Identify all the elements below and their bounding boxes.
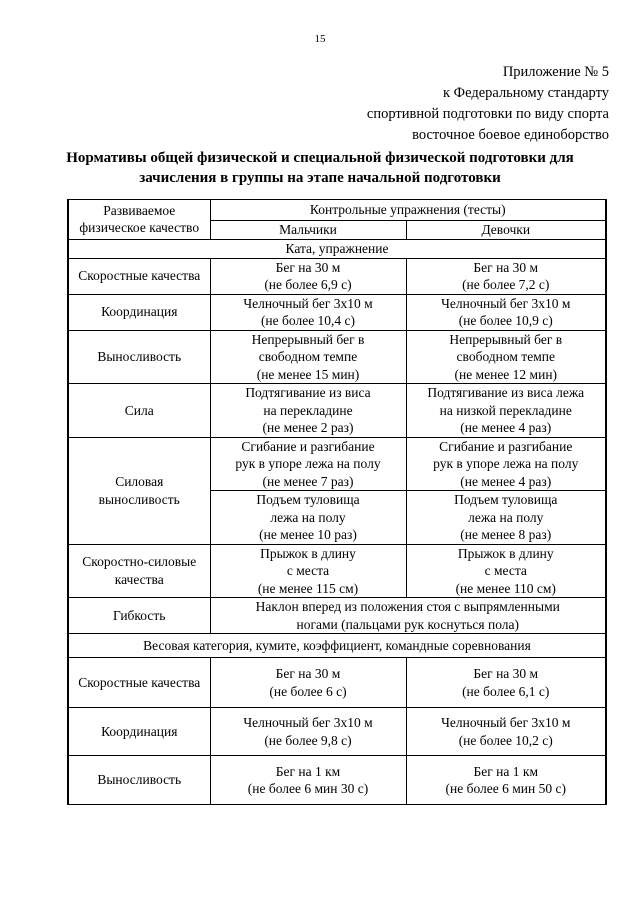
boys-text: (не менее 10 раз) bbox=[259, 527, 357, 542]
girls-text: на низкой перекладине bbox=[439, 402, 572, 418]
table-row bbox=[68, 658, 606, 708]
both-text: ногами (пальцами рук коснуться пола) bbox=[296, 616, 520, 632]
girls-cell bbox=[406, 258, 606, 294]
table-row bbox=[68, 598, 606, 634]
boys-cell bbox=[210, 544, 406, 598]
boys-text: (не более 10,4 с) bbox=[260, 313, 356, 328]
header-quality-line: Развиваемое bbox=[103, 202, 176, 218]
quality-text: Координация bbox=[101, 304, 178, 320]
boys-cell bbox=[210, 708, 406, 756]
boys-text: (не более 9,8 с) bbox=[264, 732, 352, 748]
table-row bbox=[68, 294, 606, 330]
boys-text: Сгибание и разгибание bbox=[241, 438, 375, 454]
girls-text: Подтягивание из виса лежа bbox=[427, 385, 585, 400]
quality-text: Выносливость bbox=[97, 772, 182, 788]
boys-text: Подтягивание из виса bbox=[245, 385, 371, 400]
title-line: Нормативы общей физической и специальной физической подготовки для bbox=[66, 150, 574, 166]
boys-text: (не менее 115 см) bbox=[257, 580, 359, 596]
boys-text: Бег на 1 км bbox=[275, 763, 341, 779]
appendix-line: к Федеральному стандарту bbox=[442, 85, 609, 101]
boys-text: лежа на полу bbox=[270, 509, 346, 525]
boys-text: (не менее 2 раз) bbox=[262, 420, 354, 435]
girls-cell bbox=[406, 491, 606, 545]
girls-cell bbox=[406, 294, 606, 330]
girls-text: (не более 10,9 с) bbox=[458, 313, 553, 328]
boys-text: (не менее 15 мин) bbox=[256, 366, 360, 382]
quality-cell bbox=[68, 658, 210, 708]
girls-cell bbox=[406, 708, 606, 756]
quality-text: качества bbox=[114, 571, 164, 587]
girls-text: свободном темпе bbox=[456, 349, 555, 364]
table-row bbox=[68, 756, 606, 805]
header-quality-cell bbox=[68, 200, 210, 240]
girls-text: (не менее 4 раз) bbox=[460, 420, 552, 435]
girls-text: Непрерывный бег в bbox=[449, 331, 563, 347]
quality-cell bbox=[68, 258, 210, 294]
header-girls-cell: Девочки bbox=[406, 221, 606, 240]
girls-cell bbox=[406, 544, 606, 598]
boys-text: (не менее 7 раз) bbox=[262, 473, 354, 489]
quality-cell bbox=[68, 330, 210, 384]
boys-text: (не более 6 с) bbox=[269, 683, 347, 699]
quality-cell bbox=[68, 384, 210, 438]
girls-text: Сгибание и разгибание bbox=[439, 438, 573, 454]
quality-cell bbox=[68, 294, 210, 330]
page-number: 15 bbox=[314, 33, 326, 45]
girls-text: (не менее 12 мин) bbox=[454, 366, 558, 382]
boys-cell bbox=[210, 258, 406, 294]
section-kata-cell: Ката, упражнение bbox=[68, 239, 606, 258]
boys-text: Челночный бег 3x10 м bbox=[243, 295, 373, 311]
quality-text: Сила bbox=[124, 402, 154, 418]
boys-cell bbox=[210, 756, 406, 805]
girls-text: с места bbox=[484, 563, 527, 578]
girls-cell bbox=[406, 658, 606, 708]
header-quality-line: физическое качество bbox=[79, 220, 200, 236]
girls-cell bbox=[406, 756, 606, 805]
girls-text: Челночный бег 3x10 м bbox=[441, 715, 571, 730]
boys-text: Бег на 30 м bbox=[275, 259, 341, 275]
quality-text: выносливость bbox=[98, 491, 180, 507]
boys-cell bbox=[210, 658, 406, 708]
girls-text: Бег на 1 км bbox=[473, 763, 538, 779]
girls-text: (не более 6 мин 50 с) bbox=[445, 781, 566, 796]
quality-text: Координация bbox=[101, 723, 178, 739]
girls-text: Бег на 30 м bbox=[473, 259, 539, 275]
section-row bbox=[68, 239, 606, 258]
quality-cell bbox=[68, 544, 210, 598]
boys-text: (не более 6,9 с) bbox=[264, 277, 352, 292]
header-boys-cell: Мальчики bbox=[210, 221, 406, 240]
boys-text: (не более 6 мин 30 с) bbox=[247, 781, 369, 796]
girls-text: (не более 6,1 с) bbox=[462, 683, 550, 699]
table-row bbox=[68, 437, 606, 491]
quality-cell bbox=[68, 437, 210, 544]
boys-text: Челночный бег 3x10 м bbox=[243, 715, 373, 730]
boys-cell bbox=[210, 437, 406, 491]
quality-text: Скоростные качества bbox=[78, 674, 201, 690]
boys-text: рук в упоре лежа на полу bbox=[235, 456, 381, 471]
document-title bbox=[40, 148, 600, 188]
standards-table bbox=[67, 199, 607, 805]
boys-cell bbox=[210, 384, 406, 438]
appendix-line: восточное боевое единоборство bbox=[412, 127, 609, 143]
girls-text: лежа на полу bbox=[468, 509, 544, 525]
boys-text: свободном темпе bbox=[258, 349, 358, 364]
girls-text: (не менее 8 раз) bbox=[460, 527, 552, 542]
both-cell bbox=[210, 598, 606, 634]
quality-cell bbox=[68, 708, 210, 756]
quality-cell bbox=[68, 598, 210, 634]
table-row bbox=[68, 708, 606, 756]
boys-text: Прыжок в длину bbox=[260, 545, 356, 561]
table-row bbox=[68, 258, 606, 294]
appendix-line: спортивной подготовки по виду спорта bbox=[366, 106, 609, 122]
appendix-header bbox=[367, 62, 609, 146]
girls-text: (не менее 110 см) bbox=[455, 580, 556, 596]
quality-text: Гибкость bbox=[113, 607, 166, 623]
boys-text: на перекладине bbox=[263, 402, 353, 418]
girls-text: (не более 10,2 с) bbox=[458, 732, 553, 748]
boys-text: Подъем туловища bbox=[256, 492, 360, 507]
title-line: зачисления в группы на этапе начальной подготовки bbox=[139, 170, 501, 186]
quality-text: Силовая bbox=[115, 474, 164, 489]
header-row bbox=[68, 200, 606, 221]
quality-cell bbox=[68, 756, 210, 805]
table-row bbox=[68, 544, 606, 598]
girls-cell bbox=[406, 330, 606, 384]
boys-text: Непрерывный бег в bbox=[251, 331, 365, 347]
quality-text: Скоростно-силовые bbox=[82, 554, 197, 570]
boys-text: Бег на 30 м bbox=[275, 666, 341, 681]
girls-text: рук в упоре лежа на полу bbox=[433, 456, 579, 471]
quality-text: Скоростные качества bbox=[78, 268, 201, 284]
quality-text: Выносливость bbox=[97, 349, 182, 364]
appendix-line: Приложение № 5 bbox=[502, 64, 609, 80]
section-kumite-cell: Весовая категория, кумите, коэффициент, командные соревнования bbox=[68, 634, 606, 658]
boys-cell bbox=[210, 330, 406, 384]
girls-cell bbox=[406, 384, 606, 438]
table-row bbox=[68, 384, 606, 438]
header-tests-cell: Контрольные упражнения (тесты) bbox=[210, 200, 606, 221]
girls-text: Подъем туловища bbox=[454, 492, 558, 507]
boys-cell bbox=[210, 491, 406, 545]
girls-text: Бег на 30 м bbox=[473, 666, 539, 681]
table-row bbox=[68, 330, 606, 384]
boys-text: с места bbox=[286, 563, 330, 578]
girls-text: Прыжок в длину bbox=[457, 545, 554, 561]
boys-cell bbox=[210, 294, 406, 330]
section-row bbox=[68, 634, 606, 658]
both-text: Наклон вперед из положения стоя с выпрямленными bbox=[255, 599, 560, 614]
girls-text: (не более 7,2 с) bbox=[462, 277, 550, 292]
girls-text: (не менее 4 раз) bbox=[460, 473, 552, 489]
girls-text: Челночный бег 3x10 м bbox=[441, 295, 571, 311]
girls-cell bbox=[406, 437, 606, 491]
